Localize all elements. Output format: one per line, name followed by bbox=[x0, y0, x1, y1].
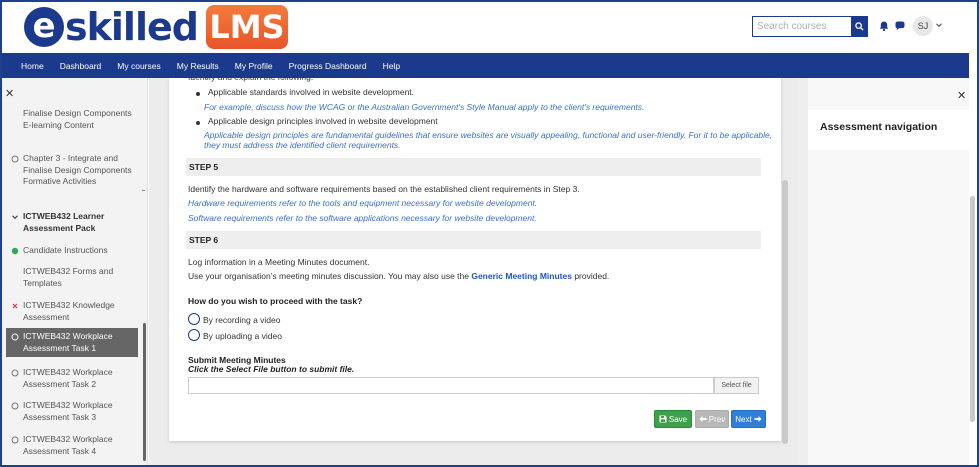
sidebar-item-label: ICTWEB432 Workplace Assessment Task 4 bbox=[23, 434, 113, 456]
nav-progress-dashboard[interactable]: Progress Dashboard bbox=[288, 60, 367, 71]
step-5-software-hint: Software requirements refer to the software applications necessary for website development. bbox=[188, 213, 537, 223]
sidebar-scrollbar[interactable] bbox=[143, 323, 146, 461]
step-5-hardware-hint: Hardware requirements refer to the tools and equipment necessary for website development. bbox=[188, 198, 538, 208]
bullet-marker bbox=[196, 92, 200, 96]
logo-e-mark: e bbox=[24, 7, 64, 47]
sidebar-item-chapter-3[interactable] bbox=[11, 153, 139, 188]
sidebar-item-label: Finalise Design Components E-learning Content bbox=[23, 108, 132, 130]
step-5-header: STEP 5 bbox=[186, 158, 761, 176]
bullet-standards-hint: For example, discuss how the WCAG or the Australian Government's Style Manual apply to the client's requirements. bbox=[204, 102, 645, 112]
circle-outline-icon bbox=[11, 369, 19, 377]
prev-button[interactable] bbox=[695, 410, 729, 428]
arrow-right-icon bbox=[754, 415, 762, 423]
logo-wordmark: skilled bbox=[65, 5, 198, 49]
sidebar-item-label: ICTWEB432 Workplace Assessment Task 2 bbox=[23, 367, 113, 389]
drawer-title: Assessment navigation bbox=[820, 121, 938, 133]
chevron-down-icon[interactable] bbox=[935, 21, 943, 29]
sidebar-item-workplace-task-3[interactable] bbox=[11, 400, 139, 423]
close-icon[interactable]: ✕ bbox=[957, 90, 967, 102]
content-scrollbar[interactable] bbox=[782, 180, 788, 444]
arrow-left-icon bbox=[699, 415, 707, 423]
sidebar-item-learner-assessment-pack[interactable] bbox=[11, 211, 139, 234]
top-header bbox=[0, 0, 979, 53]
submit-minutes-hint: Click the Select File button to submit file. bbox=[188, 364, 355, 374]
nav-my-results[interactable]: My Results bbox=[176, 60, 219, 71]
green-dot-icon bbox=[11, 247, 19, 255]
step-6-text: Log information in a Meeting Minutes document. bbox=[188, 257, 370, 267]
step-6-instructions-pre: Use your organisation’s meeting minutes discussion. You may also use the bbox=[188, 271, 472, 281]
circle-outline-icon bbox=[11, 333, 19, 341]
file-path-field[interactable] bbox=[188, 377, 714, 394]
next-button-label: Next bbox=[735, 414, 752, 424]
radio-upload-video[interactable] bbox=[188, 329, 200, 341]
sidebar-divider bbox=[142, 190, 145, 191]
logo-lms-badge: LMS bbox=[206, 5, 288, 49]
bullet-design-principles: Applicable design principles involved in website development bbox=[208, 116, 438, 126]
sidebar-item-label: ICTWEB432 Workplace Assessment Task 3 bbox=[23, 400, 113, 422]
step-6-header: STEP 6 bbox=[186, 231, 761, 249]
step-6-instructions bbox=[188, 271, 609, 281]
sidebar-item-label: ICTWEB432 Workplace Assessment Task 1 bbox=[23, 331, 113, 353]
sidebar-item-label: ICTWEB432 Forms and Templates bbox=[23, 266, 114, 288]
bullet-standards: Applicable standards involved in website development. bbox=[208, 87, 415, 97]
circle-outline-icon bbox=[11, 402, 19, 410]
save-button-label: Save bbox=[668, 414, 688, 424]
proceed-question: How do you wish to proceed with the task? bbox=[188, 296, 363, 306]
select-file-button[interactable]: Select file bbox=[714, 377, 759, 394]
sidebar-item-label: Chapter 3 - Integrate and Finalise Design Components Formative Activities bbox=[23, 153, 132, 186]
nav-help[interactable]: Help bbox=[382, 60, 401, 71]
sidebar-item-finalise-design-content[interactable] bbox=[11, 108, 139, 131]
bullet-design-principles-hint-cont: they must address the identified client requirements. bbox=[204, 140, 401, 150]
radio-record-video-label[interactable]: By recording a video bbox=[203, 315, 281, 325]
search-input[interactable] bbox=[752, 16, 851, 37]
drawer-scrollbar[interactable] bbox=[970, 196, 975, 422]
chevron-down-icon bbox=[11, 213, 19, 221]
search-button[interactable] bbox=[851, 16, 868, 37]
sidebar-item-workplace-task-1[interactable] bbox=[6, 328, 138, 357]
bell-icon[interactable] bbox=[878, 20, 890, 32]
save-button[interactable] bbox=[654, 410, 692, 428]
circle-outline-icon bbox=[11, 155, 19, 163]
sidebar-item-label: ICTWEB432 Knowledge Assessment bbox=[23, 300, 115, 322]
sidebar-item-label: ICTWEB432 Learner Assessment Pack bbox=[23, 211, 105, 233]
course-index-sidebar bbox=[0, 78, 148, 467]
bullet-marker bbox=[196, 121, 200, 125]
radio-upload-video-label[interactable]: By uploading a video bbox=[203, 331, 282, 341]
generic-meeting-minutes-link[interactable]: Generic Meeting Minutes bbox=[471, 271, 572, 281]
sidebar-item-workplace-task-4[interactable] bbox=[11, 434, 139, 457]
floppy-disk-icon bbox=[659, 415, 667, 423]
sidebar-item-knowledge-assessment[interactable] bbox=[11, 300, 139, 323]
bullet-design-principles-hint: Applicable design principles are fundamental guidelines that ensure websites are visually appealing, functional and user-friendly. For it to be applicable, bbox=[204, 130, 773, 140]
prev-button-label: Prev bbox=[708, 414, 726, 424]
radio-record-video[interactable] bbox=[188, 313, 200, 325]
sidebar-item-forms-templates[interactable] bbox=[11, 266, 139, 289]
nav-my-courses[interactable]: My courses bbox=[117, 60, 161, 71]
next-button[interactable] bbox=[731, 410, 766, 428]
nav-my-profile[interactable]: My Profile bbox=[234, 60, 273, 71]
submit-minutes-title: Submit Meeting Minutes bbox=[188, 355, 286, 365]
course-search bbox=[752, 16, 868, 37]
step-6-instructions-post: provided. bbox=[571, 271, 610, 281]
sidebar-item-label: Candidate Instructions bbox=[23, 245, 108, 255]
sidebar-item-candidate-instructions[interactable] bbox=[11, 245, 139, 257]
red-cross-icon bbox=[11, 302, 19, 310]
sidebar-item-workplace-task-2[interactable] bbox=[11, 367, 139, 390]
nav-home[interactable]: Home bbox=[21, 60, 44, 71]
eskilled-lms-logo[interactable] bbox=[24, 6, 288, 48]
chat-icon[interactable] bbox=[894, 20, 906, 32]
nav-dashboard[interactable]: Dashboard bbox=[59, 60, 102, 71]
search-icon bbox=[855, 22, 864, 31]
step-5-text: Identify the hardware and software requirements based on the established client requirements in Step 3. bbox=[188, 184, 580, 194]
circle-outline-icon bbox=[11, 436, 19, 444]
main-navigation bbox=[0, 53, 969, 78]
close-icon[interactable]: ✕ bbox=[5, 88, 15, 100]
avatar[interactable]: SJ bbox=[913, 16, 933, 36]
